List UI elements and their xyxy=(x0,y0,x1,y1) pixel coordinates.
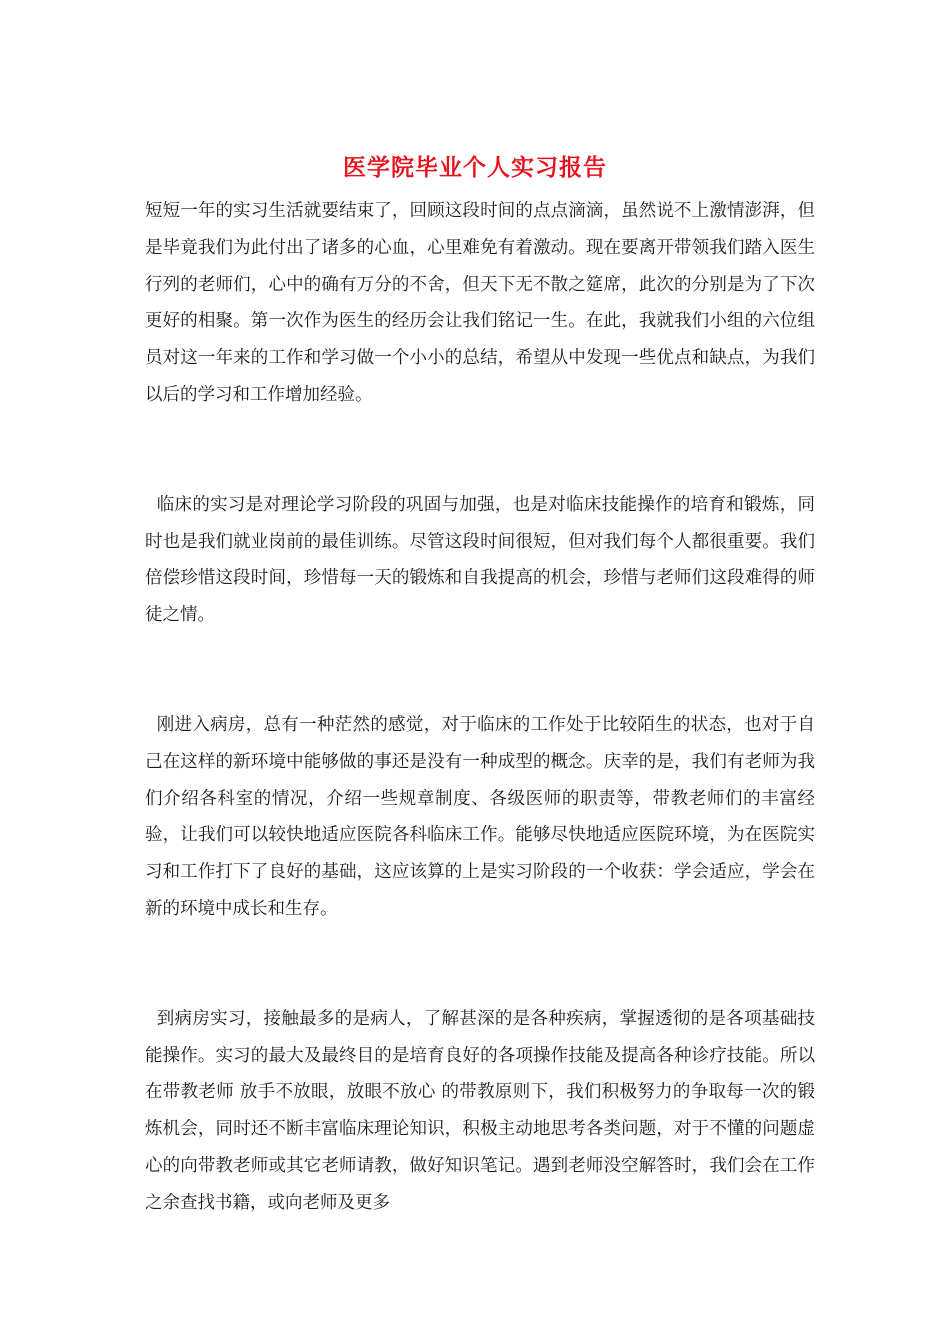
paragraph-gap xyxy=(145,634,815,707)
paragraph-gap xyxy=(145,414,815,487)
page-title: 医学院毕业个人实习报告 xyxy=(343,154,607,181)
paragraph-entering-ward: 刚进入病房，总有一种茫然的感觉，对于临床的工作处于比较陌生的状态，也对于自己在这样的新环境中能够做的事还是没有一种成型的概念。庆幸的是，我们有老师为我们介绍各科室的情况，介绍一些规章制度、各级医师的职责等，带教老师们的丰富经验，让我们可以较快地适应医院各科临床工作。能够尽快地适应医院环境，为在医院实习和工作打下了良好的基础，这应该算的上是实习阶段的一个收获：学会适应，学会在新的环境中成长和生存。 xyxy=(145,714,815,919)
document-body xyxy=(145,193,815,1222)
paragraph-gap xyxy=(145,928,815,1001)
paragraph-ward-internship: 到病房实习，接触最多的是病人，了解甚深的是各种疾病，掌握透彻的是各项基础技能操作。实习的最大及最终目的是培育良好的各项操作技能及提高各种诊疗技能。所以在带教老师 放手不放眼，放眼不放心 的带教原则下，我们积极努力的争取每一次的锻炼机会，同时还不断丰富临床理论知识，积极主动地思考各类问题，对于不懂的问题虚心的向带教老师或其它老师请教，做好知识笔记。遇到老师没空解答时，我们会在工作之余查找书籍，或向老师及更多 xyxy=(145,1008,815,1213)
paragraph-intro: 短短一年的实习生活就要结束了，回顾这段时间的点点滴滴，虽然说不上激情澎湃，但是毕竟我们为此付出了诸多的心血，心里难免有着激动。现在要离开带领我们踏入医生行列的老师们，心中的确有万分的不舍，但天下无不散之筵席，此次的分别是为了下次更好的相聚。第一次作为医生的经历会让我们铭记一生。在此，我就我们小组的六位组员对这一年来的工作和学习做一个小小的总结，希望从中发现一些优点和缺点，为我们以后的学习和工作增加经验。 xyxy=(145,201,815,405)
paragraph-clinical-practice: 临床的实习是对理论学习阶段的巩固与加强，也是对临床技能操作的培育和锻炼，同时也是我们就业岗前的最佳训练。尽管这段时间很短，但对我们每个人都很重要。我们倍偿珍惜这段时间，珍惜每一天的锻炼和自我提高的机会，珍惜与老师们这段难得的师徒之情。 xyxy=(145,494,815,626)
